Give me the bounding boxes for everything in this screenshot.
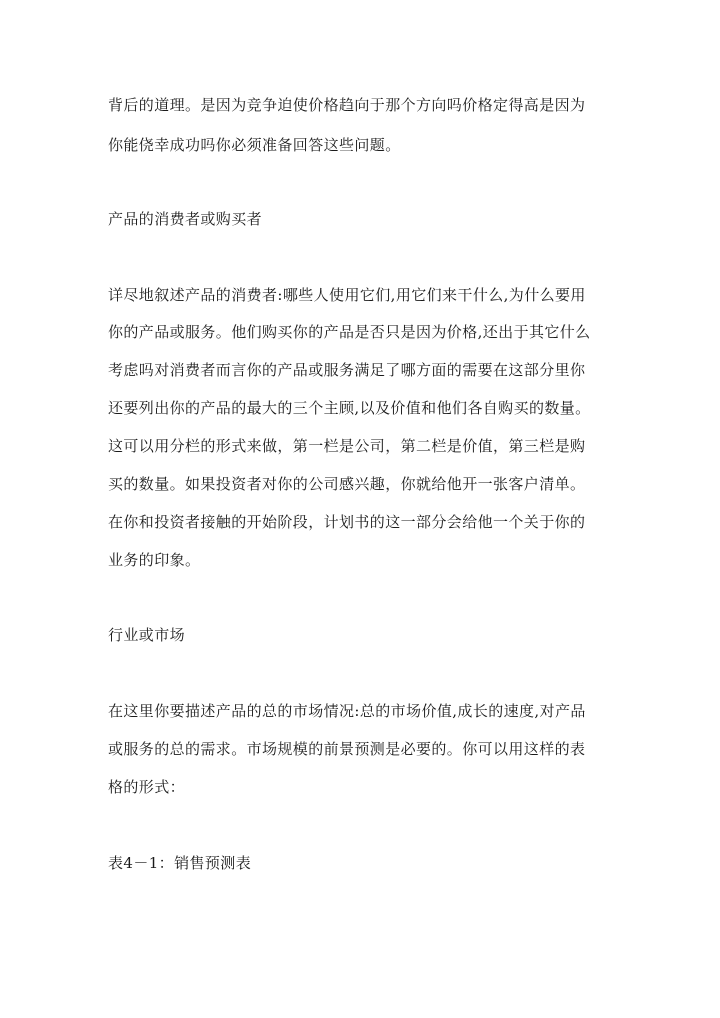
market-paragraph-line-2: 或服务的总的需求。市场规模的前景预测是必要的。你可以用这样的表 bbox=[108, 740, 586, 758]
market-paragraph-line-3: 格的形式： bbox=[108, 778, 186, 796]
consumers-paragraph-line-8: 业务的印象。 bbox=[108, 551, 201, 569]
consumers-paragraph-line-7: 在你和投资者接触的开始阶段，计划书的这一部分会给他一个关于你的 bbox=[108, 513, 586, 531]
intro-paragraph-line-2: 你能侥幸成功吗你必须准备回答这些问题。 bbox=[108, 136, 401, 154]
consumers-paragraph-line-6: 买的数量。如果投资者对你的公司感兴趣，你就给他开一张客户清单。 bbox=[108, 475, 586, 493]
section-heading-consumers: 产品的消费者或购买者 bbox=[108, 210, 263, 228]
consumers-paragraph-line-5: 这可以用分栏的形式来做，第一栏是公司，第二栏是价值，第三栏是购 bbox=[108, 437, 586, 455]
consumers-paragraph-line-1: 详尽地叙述产品的消费者:哪些人使用它们,用它们来干什么,为什么要用 bbox=[108, 286, 586, 304]
consumers-paragraph-line-2: 你的产品或服务。他们购买你的产品是否只是因为价格,还出于其它什么 bbox=[108, 323, 591, 341]
market-paragraph-line-1: 在这里你要描述产品的总的市场情况:总的市场价值,成长的速度,对产品 bbox=[108, 702, 586, 720]
intro-paragraph-line-1: 背后的道理。是因为竞争迫使价格趋向于那个方向吗价格定得高是因为 bbox=[108, 96, 586, 114]
consumers-paragraph-line-3: 考虑吗对消费者而言你的产品或服务满足了哪方面的需要在这部分里你 bbox=[108, 361, 586, 379]
consumers-paragraph-line-4: 还要列出你的产品的最大的三个主顾,以及价值和他们各自购买的数量。 bbox=[108, 399, 591, 417]
section-heading-market: 行业或市场 bbox=[108, 626, 186, 644]
table-caption: 表4－1：销售预测表 bbox=[108, 854, 252, 872]
